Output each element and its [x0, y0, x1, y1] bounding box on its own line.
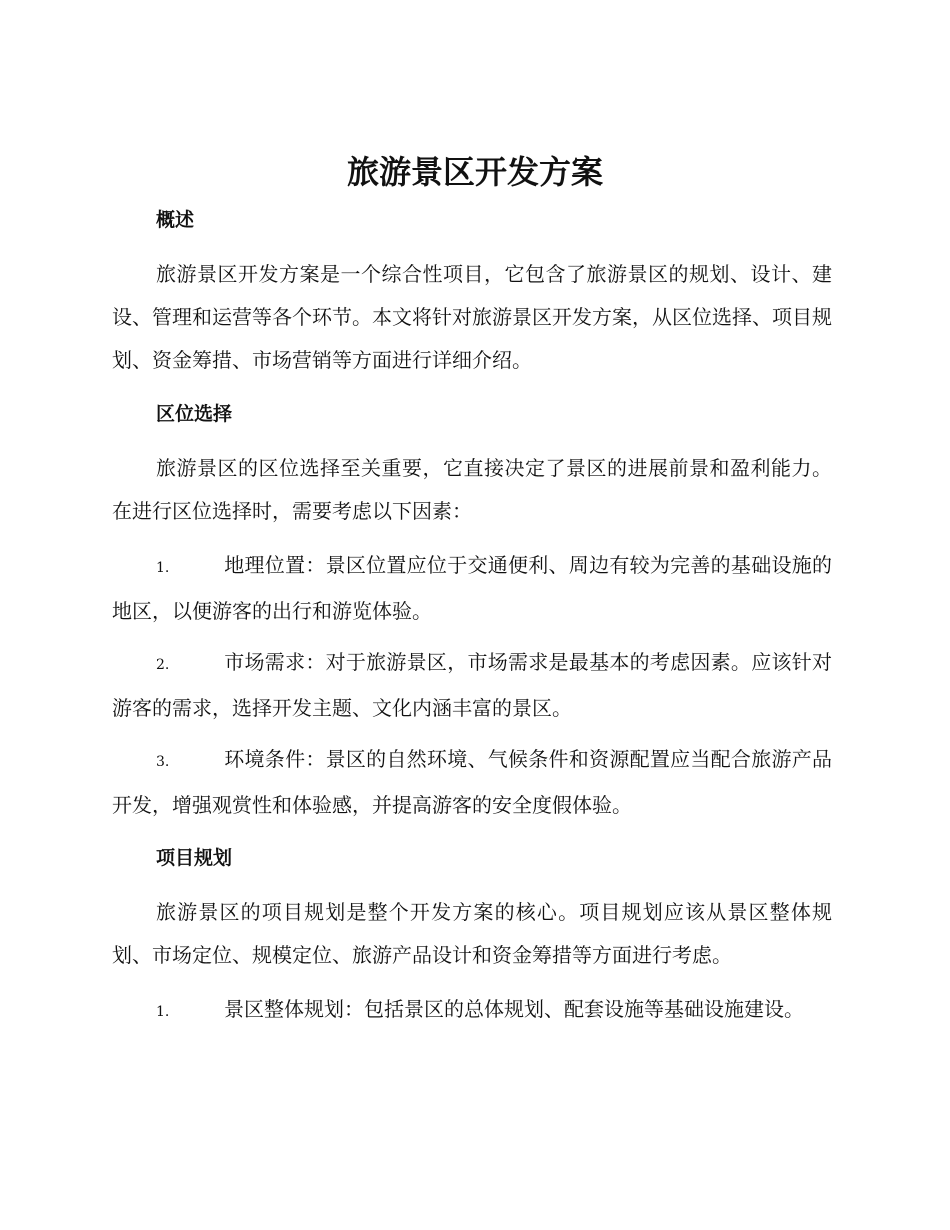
- list-item-number: 2.: [156, 657, 170, 673]
- list-item: [112, 738, 832, 827]
- list-item: [112, 988, 832, 1034]
- section-heading-location: 区位选择: [156, 403, 233, 425]
- list-item-number: 1.: [156, 560, 170, 576]
- list-item: [112, 641, 832, 730]
- document-title: 旅游景区开发方案: [346, 153, 603, 191]
- section-paragraph-planning: 旅游景区的项目规划是整个开发方案的核心。项目规划应该从景区整体规划、市场定位、规模定位、旅游产品设计和资金筹措等方面进行考虑。: [112, 900, 832, 967]
- list-item: [112, 544, 832, 633]
- section-heading-overview: 概述: [156, 209, 195, 231]
- list-item-text: 景区整体规划：包括景区的总体规划、配套设施等基础设施建设。: [224, 997, 804, 1021]
- list-item-number: 3.: [156, 754, 170, 770]
- list-item-text: 环境条件：景区的自然环境、气候条件和资源配置应当配合旅游产品开发，增强观赏性和体验感，并提高游客的安全度假体验。: [112, 747, 832, 817]
- list-item-text: 地理位置：景区位置应位于交通便利、周边有较为完善的基础设施的地区，以便游客的出行和游览体验。: [112, 553, 832, 623]
- section-paragraph-overview: 旅游景区开发方案是一个综合性项目，它包含了旅游景区的规划、设计、建设、管理和运营等各个环节。本文将针对旅游景区开发方案，从区位选择、项目规划、资金筹措、市场营销等方面进行详细介绍。: [112, 262, 832, 372]
- section-paragraph-location: 旅游景区的区位选择至关重要，它直接决定了景区的进展前景和盈利能力。在进行区位选择时，需要考虑以下因素：: [112, 456, 832, 523]
- section-heading-planning: 项目规划: [156, 847, 233, 869]
- list-item-number: 1.: [156, 1004, 170, 1020]
- list-item-text: 市场需求：对于旅游景区，市场需求是最基本的考虑因素。应该针对游客的需求，选择开发主题、文化内涵丰富的景区。: [112, 650, 832, 720]
